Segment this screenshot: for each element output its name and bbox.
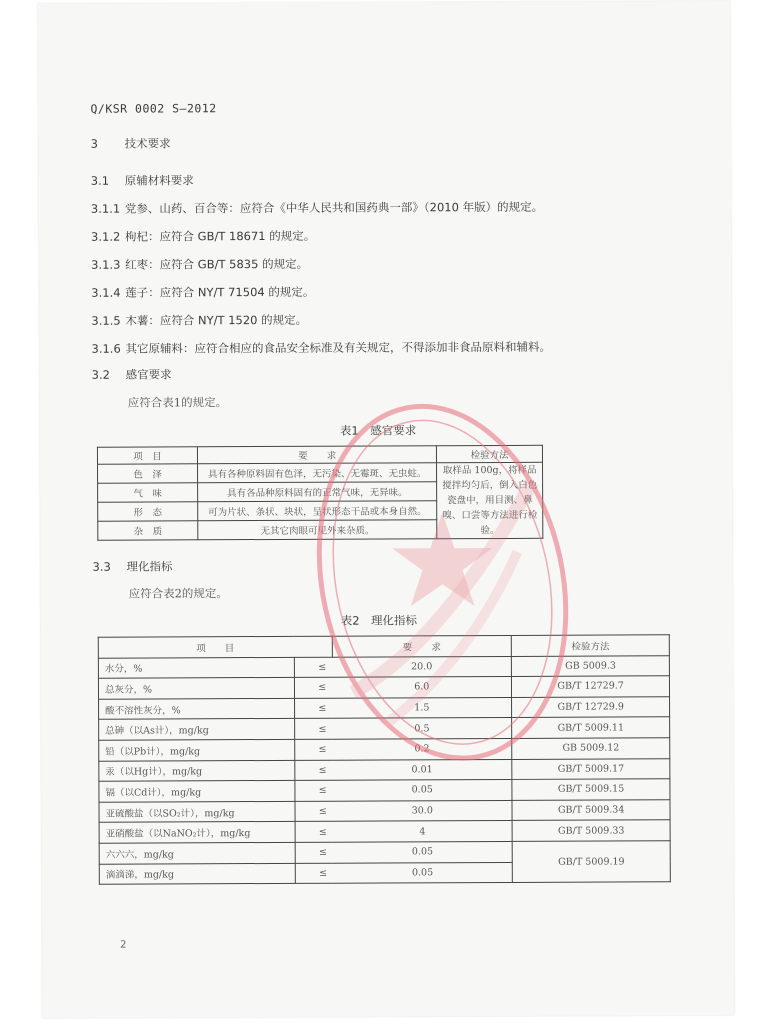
- page-number: 2: [120, 939, 127, 951]
- row-symbol: ≤: [295, 842, 333, 863]
- row-item: 汞（以Hg计），mg/kg: [99, 760, 295, 781]
- clause-number: 3.1.2: [90, 229, 121, 244]
- row-method: GB/T 5009.17: [512, 758, 670, 779]
- row-value: 0.05: [333, 862, 513, 883]
- row-item: 铅（以Pb计），mg/kg: [99, 739, 295, 760]
- header-method: 检验方法: [512, 635, 670, 656]
- clause-number: 3.1.4: [91, 285, 121, 300]
- row-value: 6.0: [332, 677, 512, 698]
- table-row: [99, 800, 670, 823]
- clause-number: 3.1.1: [90, 201, 121, 216]
- row-item: 形 态: [98, 502, 198, 521]
- clause-text: 莲子：应符合 NY/T 71504 的规定。: [125, 284, 315, 300]
- clause-text: 党参、山药、百合等：应符合《中华人民共和国药典一部》（2010 年版）的规定。: [124, 199, 544, 216]
- row-item: 亚硝酸盐（以NaNO₂计），mg/kg: [99, 822, 295, 843]
- section-3-2-heading: [92, 367, 172, 381]
- clause-3-1-3: [91, 257, 308, 272]
- row-method: GB/T 12729.7: [512, 676, 670, 697]
- row-item: 滴滴涕，mg/kg: [99, 863, 295, 884]
- row-symbol: ≤: [294, 698, 332, 719]
- section-3-3-heading: [92, 559, 172, 573]
- row-method: GB/T 5009.11: [512, 717, 670, 738]
- row-symbol: ≤: [295, 780, 333, 801]
- row-value: 4: [333, 821, 513, 842]
- table-row: [99, 738, 670, 761]
- header-item: 项 目: [98, 636, 332, 658]
- clause-3-1-5: [91, 313, 307, 328]
- row-requirement: 具有各种原料固有色泽，无污染、无霉斑、无虫蛀。: [198, 463, 437, 483]
- row-method: GB/T 5009.34: [512, 800, 670, 821]
- clause-3-1-6: [91, 340, 551, 356]
- row-value: 1.5: [332, 697, 512, 718]
- row-item: 镉（以Cd计），mg/kg: [99, 781, 295, 802]
- table-row: [98, 655, 669, 678]
- physicochemical-indicators-table: [98, 634, 671, 885]
- row-method: GB/T 12729.9: [512, 697, 670, 718]
- table-2-caption: 表2 理化指标: [340, 613, 418, 628]
- table-header-row: [97, 445, 542, 464]
- row-symbol: ≤: [294, 657, 332, 678]
- row-method: GB/T 5009.33: [512, 820, 670, 841]
- sensory-requirements-table: [97, 445, 543, 541]
- row-requirement: 无其它肉眼可见外来杂质。: [198, 520, 437, 540]
- row-item: 杂 质: [98, 521, 198, 540]
- clause-text: 其它原辅料：应符合相应的食品安全标准及有关规定，不得添加非食品原料和辅料。: [125, 339, 552, 356]
- clause-3-1-1: [91, 200, 543, 216]
- row-value: 0.05: [333, 780, 513, 801]
- row-item: 色 泽: [98, 464, 198, 483]
- table-row: [98, 462, 543, 483]
- row-requirement: 具有各品种原料固有的正常气味，无异味。: [198, 482, 437, 502]
- row-symbol: ≤: [295, 739, 333, 760]
- clause-text: 红枣：应符合 GB/T 5835 的规定。: [125, 256, 309, 272]
- row-requirement: 可为片状、条状、块状，呈状形态干品或本身自然。: [198, 501, 437, 521]
- section-number: 3: [90, 136, 98, 151]
- table-row: [98, 676, 669, 699]
- table-row: [99, 841, 670, 864]
- row-item: 气 味: [98, 483, 198, 502]
- row-item: 酸不溶性灰分，%: [99, 698, 295, 719]
- header-item: 项 目: [97, 447, 197, 464]
- clause-3-1-2: [91, 229, 315, 244]
- table-row: [99, 717, 670, 740]
- row-symbol: ≤: [294, 677, 332, 698]
- row-item: 总砷（以As计），mg/kg: [99, 719, 295, 740]
- section-title: 原辅材料要求: [124, 173, 194, 188]
- row-item: 总灰分，%: [98, 678, 294, 699]
- clause-text: 枸杞：应符合 GB/T 18671 的规定。: [124, 228, 316, 244]
- table-1-caption: 表1 感官要求: [339, 423, 417, 438]
- row-value: 30.0: [333, 800, 513, 821]
- header-requirement: 要 求: [197, 446, 436, 464]
- clause-number: 3.1.3: [91, 257, 121, 272]
- header-requirement: 要 求: [332, 635, 512, 656]
- clause-number: 3.1.6: [91, 341, 121, 356]
- document-code: Q/KSR 0002 S—2012: [90, 101, 217, 116]
- row-value: 0.2: [332, 738, 512, 759]
- method-cell: 取样品 100g，将样品搅拌均匀后，倒入白色瓷盘中，用目测、鼻嗅、口尝等方法进行检验。: [437, 462, 543, 538]
- row-symbol: ≤: [295, 822, 333, 843]
- header-method: 检验方法: [437, 445, 543, 462]
- section-title: 感官要求: [125, 367, 172, 382]
- row-item: 亚硫酸盐（以SO₂计），mg/kg: [99, 801, 295, 822]
- row-method: GB 5009.3: [512, 655, 670, 676]
- row-item: 水分，%: [98, 657, 294, 678]
- section-3-1-heading: [91, 173, 194, 187]
- row-value: 0.05: [333, 841, 513, 862]
- document-page: [38, 1, 734, 1018]
- row-symbol: ≤: [295, 760, 333, 781]
- table-row: [99, 820, 670, 843]
- clause-text: 木薯：应符合 NY/T 1520 的规定。: [125, 312, 308, 328]
- table-row: [99, 779, 670, 802]
- row-method: GB 5009.12: [512, 738, 670, 759]
- section-3-3-note: 应符合表2的规定。: [128, 586, 228, 601]
- row-method-merged: GB/T 5009.19: [512, 841, 670, 883]
- row-method: GB/T 5009.15: [512, 779, 670, 800]
- section-3-heading: [91, 136, 171, 150]
- table-header-row: [98, 635, 669, 658]
- section-title: 理化指标: [126, 559, 173, 574]
- table-row: [99, 758, 670, 781]
- table-row: [99, 697, 670, 720]
- section-number: 3.3: [92, 559, 111, 574]
- row-value: 20.0: [332, 656, 512, 677]
- row-symbol: ≤: [295, 801, 333, 822]
- row-item: 六六六，mg/kg: [99, 842, 295, 863]
- section-title: 技术要求: [124, 136, 171, 151]
- section-3-2-note: 应符合表1的规定。: [127, 395, 228, 410]
- section-number: 3.2: [91, 367, 110, 382]
- row-symbol: ≤: [294, 719, 332, 740]
- row-value: 0.01: [333, 759, 513, 780]
- row-value: 0.5: [332, 718, 512, 739]
- clause-number: 3.1.5: [91, 313, 121, 328]
- section-number: 3.1: [90, 173, 110, 188]
- row-symbol: ≤: [295, 863, 333, 884]
- clause-3-1-4: [91, 285, 314, 300]
